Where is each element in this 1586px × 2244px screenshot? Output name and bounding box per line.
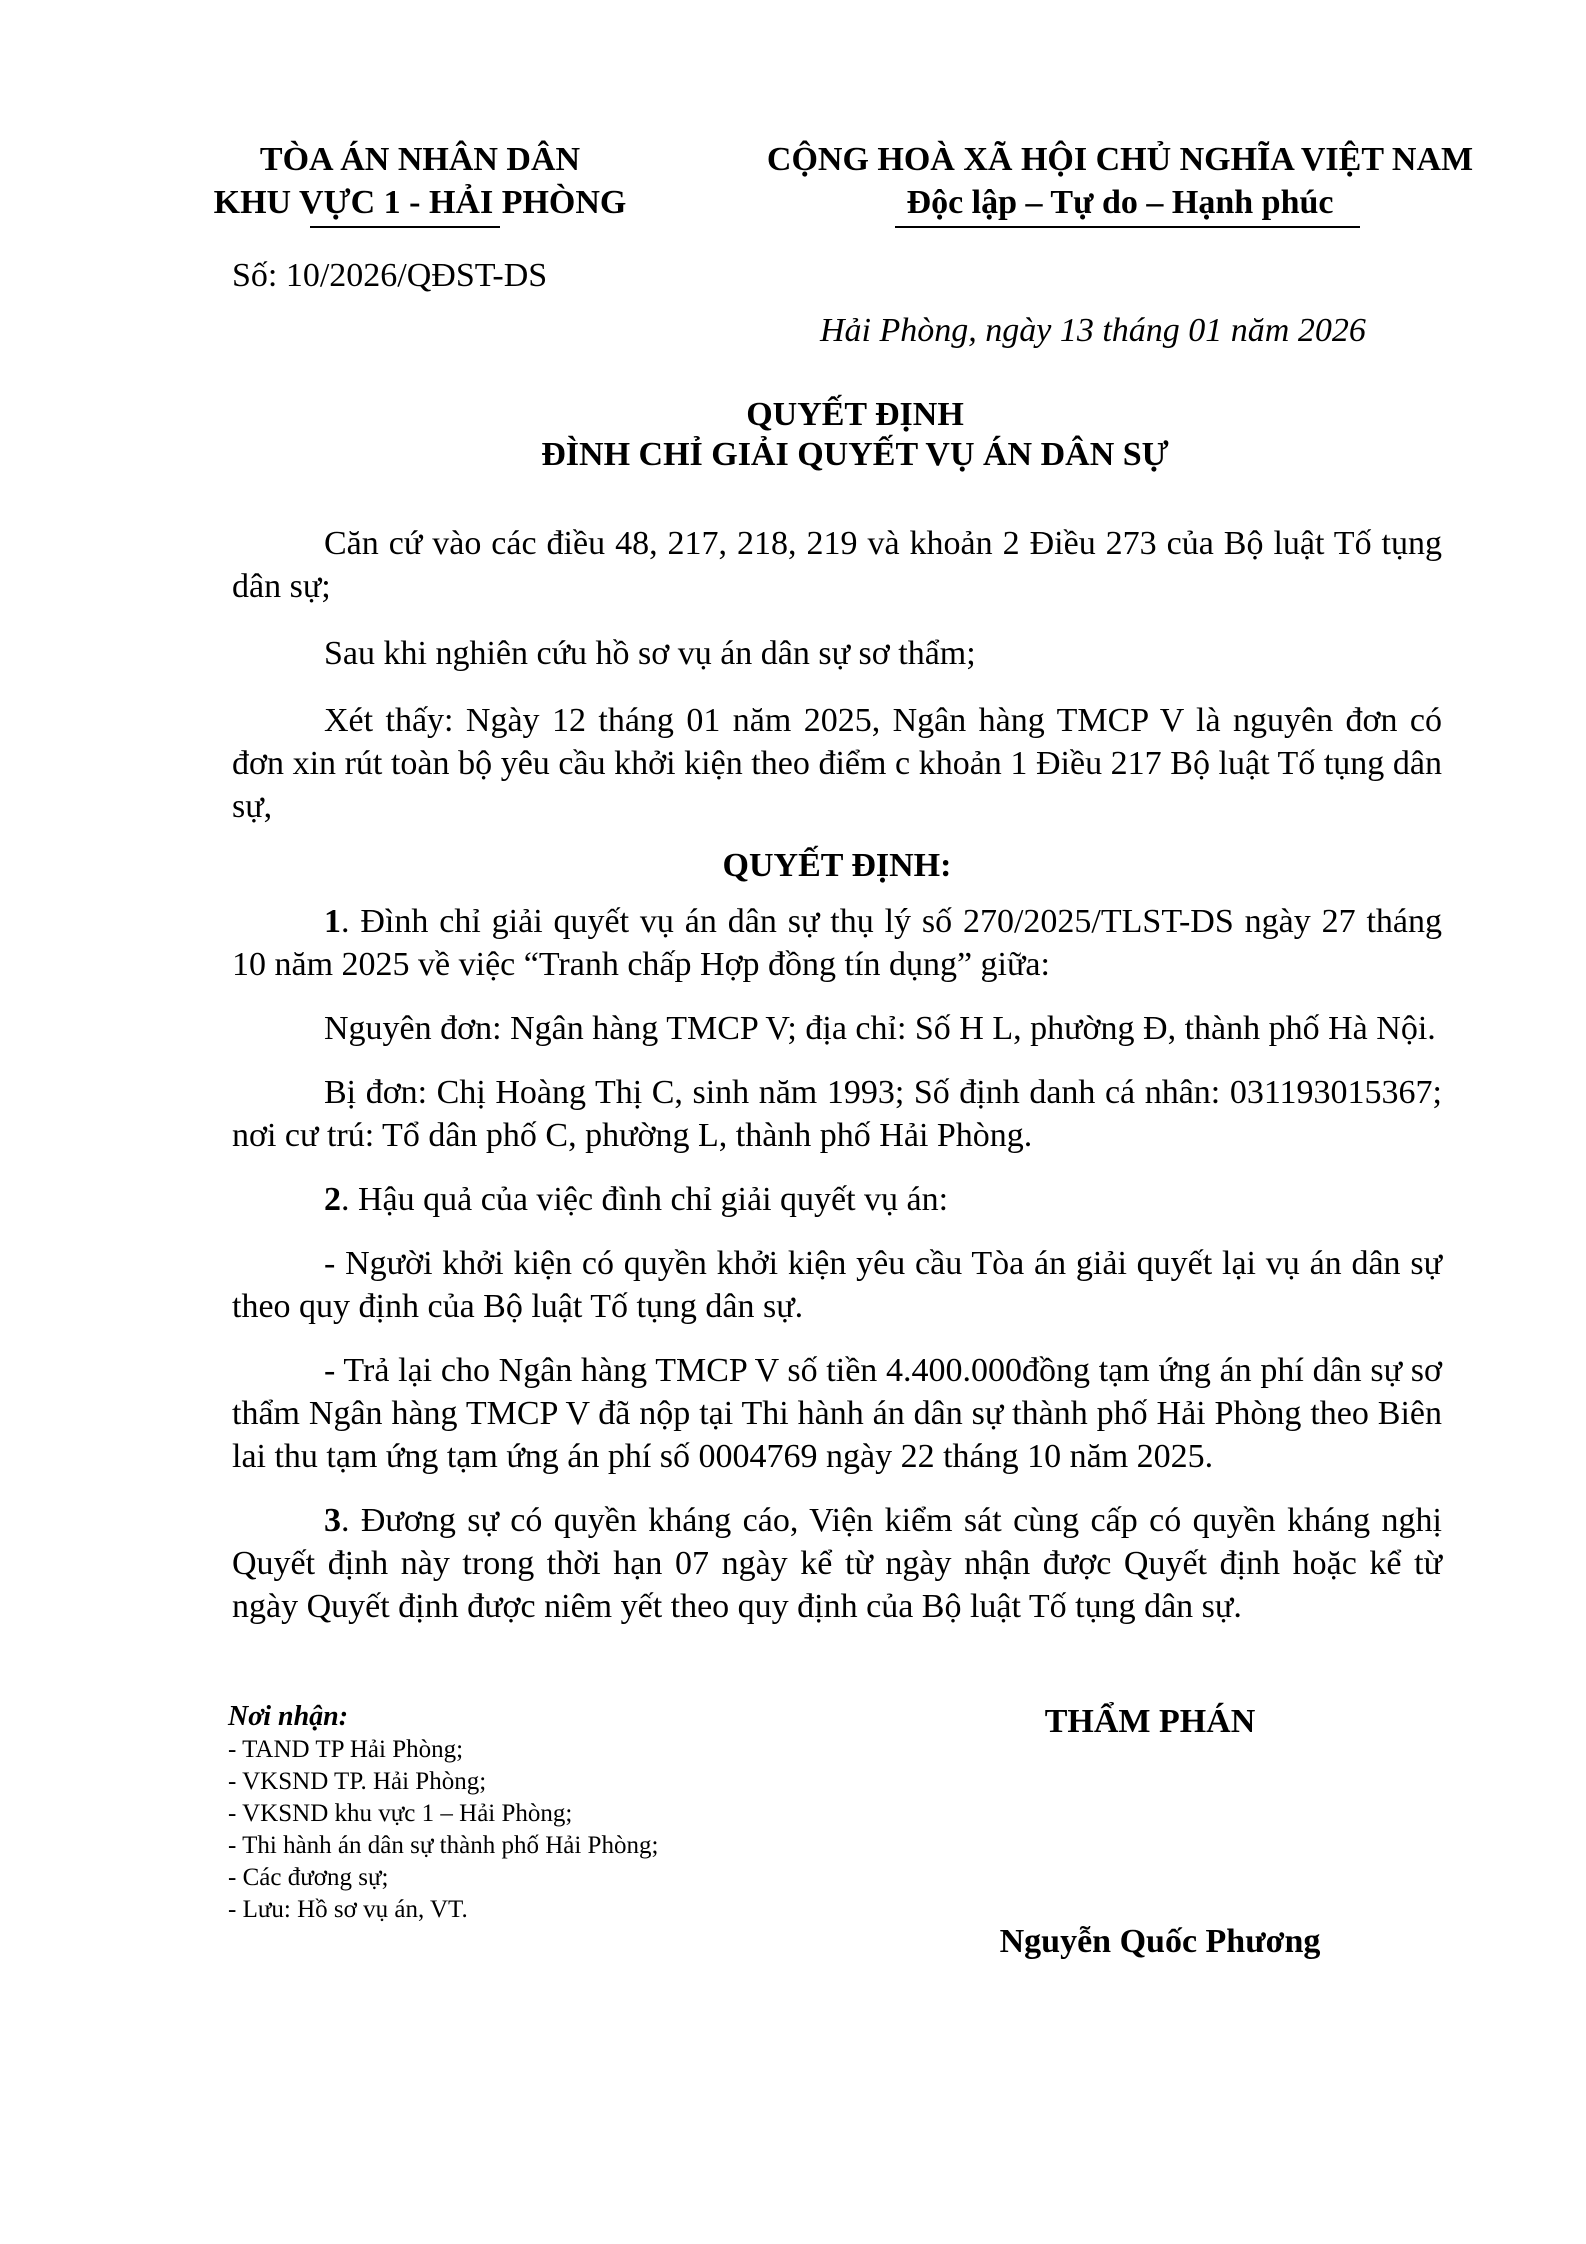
signer-title: THẨM PHÁN xyxy=(1044,1703,1256,1740)
document-title xyxy=(230,395,1480,475)
plaintiff-paragraph: Nguyên đơn: Ngân hàng TMCP V; địa chỉ: Số H L, phường Đ, thành phố Hà Nội. xyxy=(324,1010,1436,1047)
court-header xyxy=(150,138,690,224)
nation-name: CỘNG HOÀ XÃ HỘI CHỦ NGHĨA VIỆT NAM xyxy=(766,141,1474,178)
consequence-2: - Trả lại cho Ngân hàng TMCP V số tiền 4.400.000đồng tạm ứng án phí dân sự sơ thẩm Ngân hàng TMCP V đã nộp tại Thi hành án dân sự thành phố Hải Phòng theo Biên lai thu tạm ứng tạm ứng án phí số 0004769 ngày 22 tháng 10 năm 2025. xyxy=(232,1352,1442,1475)
title-line-1: QUYẾT ĐỊNH xyxy=(746,396,964,433)
item-1-text: . Đình chỉ giải quyết vụ án dân sự thụ lý số 270/2025/TLST-DS ngày 27 tháng 10 năm 2025 về việc “Tranh chấp Hợp đồng tín dụng” giữa: xyxy=(232,903,1442,983)
item-1-number: 1 xyxy=(324,903,341,940)
item-2-number: 2 xyxy=(324,1181,341,1218)
place-date: Hải Phòng, ngày 13 tháng 01 năm 2026 xyxy=(820,312,1366,349)
defendant-paragraph: Bị đơn: Chị Hoàng Thị C, sinh năm 1993; Số định danh cá nhân: 031193015367; nơi cư trú: Tổ dân phố C, phường L, thành phố Hải Phòng. xyxy=(232,1074,1442,1154)
court-region: KHU VỰC 1 - HẢI PHÒNG xyxy=(213,184,627,221)
review-paragraph: Sau khi nghiên cứu hồ sơ vụ án dân sự sơ thẩm; xyxy=(324,635,976,672)
item-2-text: . Hậu quả của việc đình chỉ giải quyết vụ án: xyxy=(341,1181,949,1218)
consideration-paragraph: Xét thấy: Ngày 12 tháng 01 năm 2025, Ngân hàng TMCP V là nguyên đơn có đơn xin rút toàn bộ yêu cầu khởi kiện theo điểm c khoản 1 Điều 217 Bộ luật Tố tụng dân sự, xyxy=(232,702,1442,825)
recipient-item: - Các đương sự; xyxy=(228,1864,389,1891)
recipient-item: - VKSND khu vực 1 – Hải Phòng; xyxy=(228,1800,573,1827)
nation-motto: Độc lập – Tự do – Hạnh phúc xyxy=(906,184,1334,221)
document-body xyxy=(232,522,1442,1628)
court-underline xyxy=(310,226,500,228)
title-line-2: ĐÌNH CHỈ GIẢI QUYẾT VỤ ÁN DÂN SỰ xyxy=(541,436,1169,473)
nation-header xyxy=(730,138,1510,224)
legal-basis-paragraph: Căn cứ vào các điều 48, 217, 218, 219 và khoản 2 Điều 273 của Bộ luật Tố tụng dân sự; xyxy=(232,525,1442,605)
item-3-number: 3 xyxy=(324,1502,341,1539)
decision-heading: QUYẾT ĐỊNH: xyxy=(722,847,952,884)
recipient-item: - VKSND TP. Hải Phòng; xyxy=(228,1768,487,1795)
recipient-item: - Lưu: Hồ sơ vụ án, VT. xyxy=(228,1896,468,1923)
decision-item-2 xyxy=(232,1178,1442,1221)
item-3-text: . Đương sự có quyền kháng cáo, Viện kiểm sát cùng cấp có quyền kháng nghị Quyết định này trong thời hạn 07 ngày kể từ ngày nhận được Quyết định hoặc kể từ ngày Quyết định được niêm yết theo quy định của Bộ luật Tố tụng dân sự. xyxy=(232,1502,1442,1625)
court-name: TÒA ÁN NHÂN DÂN xyxy=(259,141,581,178)
decision-item-3 xyxy=(232,1499,1442,1628)
signer-name: Nguyễn Quốc Phương xyxy=(999,1923,1321,1960)
recipients-label: Nơi nhận: xyxy=(228,1701,349,1732)
motto-underline xyxy=(895,226,1360,228)
recipient-item: - Thi hành án dân sự thành phố Hải Phòng; xyxy=(228,1832,659,1859)
consequence-1: - Người khởi kiện có quyền khởi kiện yêu cầu Tòa án giải quyết lại vụ án dân sự theo quy định của Bộ luật Tố tụng dân sự. xyxy=(232,1245,1442,1325)
document-number: Số: 10/2026/QĐST-DS xyxy=(232,257,548,294)
recipient-item: - TAND TP Hải Phòng; xyxy=(228,1736,464,1763)
decision-item-1 xyxy=(232,900,1442,986)
recipients-block xyxy=(228,1700,848,1926)
